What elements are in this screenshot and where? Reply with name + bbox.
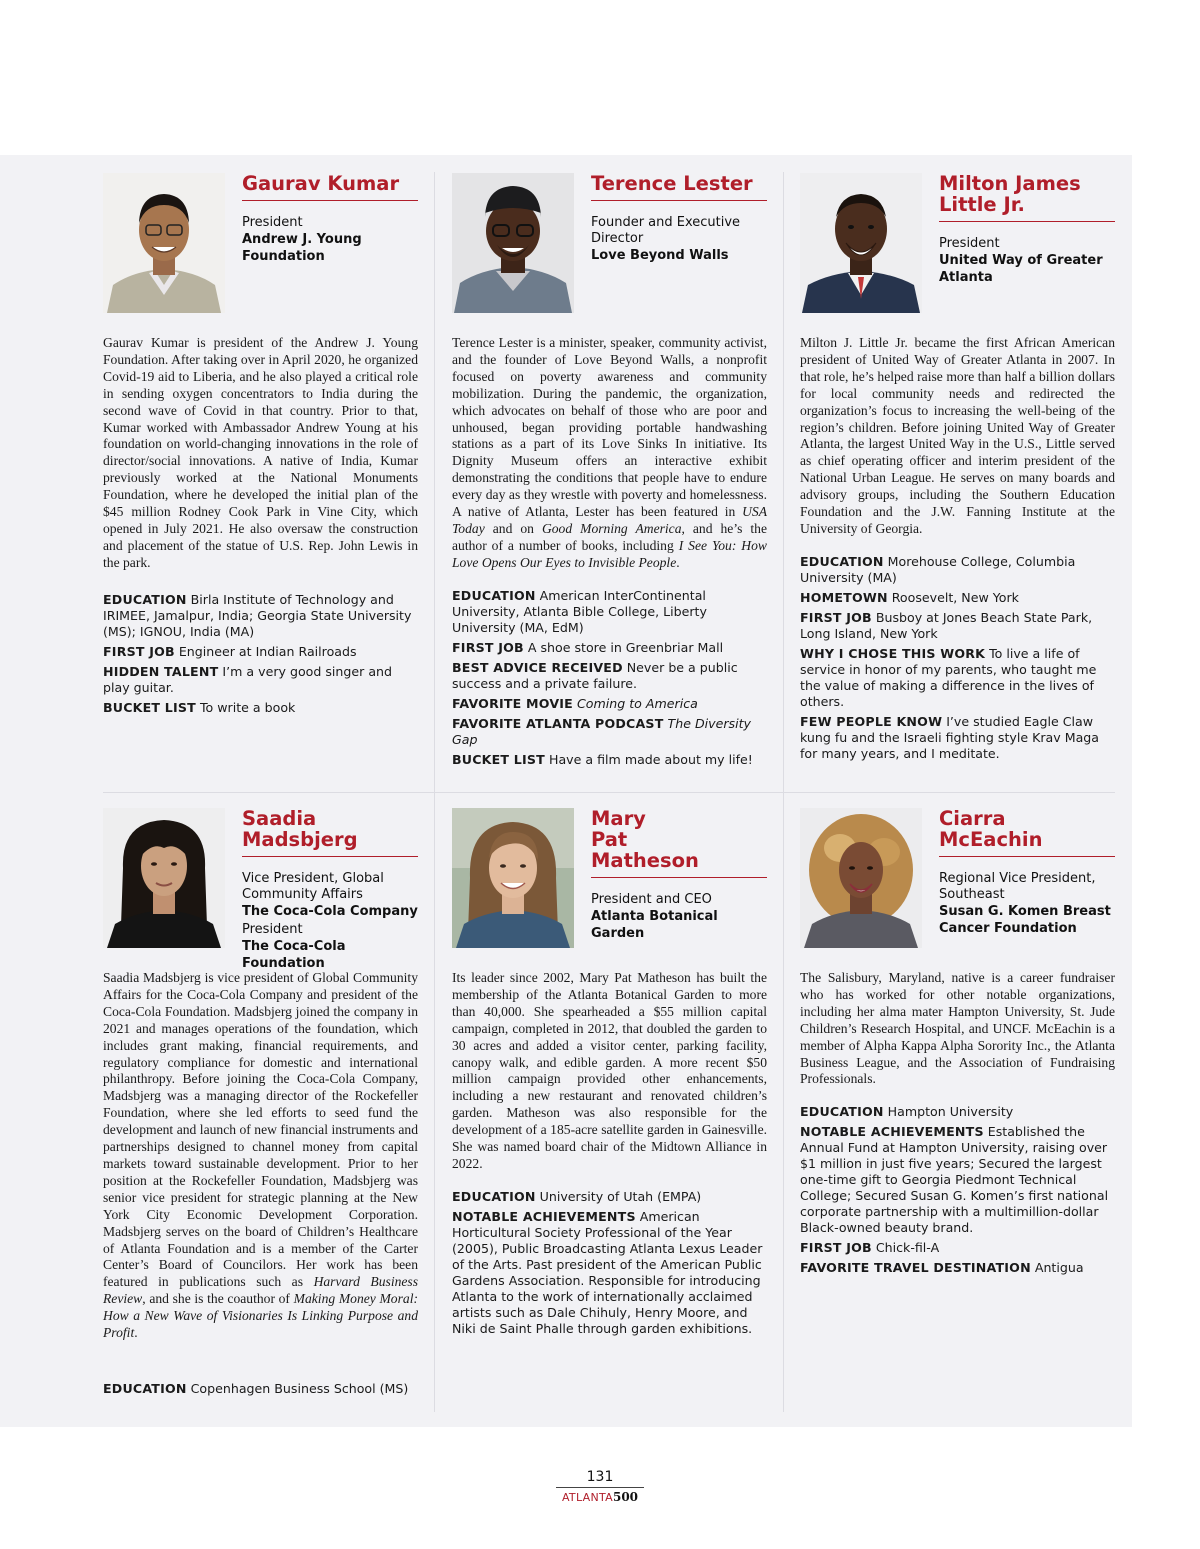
fact-label: FAVORITE TRAVEL DESTINATION bbox=[800, 1260, 1031, 1275]
fact-value: Never be a public success and a private failure. bbox=[452, 660, 738, 691]
fact-label: NOTABLE ACHIEVEMENTS bbox=[452, 1209, 636, 1224]
fact-item bbox=[800, 1240, 1115, 1256]
fact-item bbox=[800, 590, 1115, 606]
fact-item bbox=[800, 1124, 1115, 1236]
bio-text: . bbox=[134, 1325, 138, 1341]
fact-label: EDUCATION bbox=[103, 592, 187, 607]
profile-name: Milton James Little Jr. bbox=[939, 172, 1081, 216]
fact-value: To write a book bbox=[200, 700, 296, 715]
fact-value: Antigua bbox=[1034, 1260, 1084, 1275]
bio-text: Its leader since 2002, Mary Pat Matheson has built the membership of the Atlanta Botanical Garden to more than 40,000. She spearheaded a $55 million capital campaign, completed in 2012, that doubled the garden to 30 acres and added a visitor center, parking facility, canopy walk, and edible garden. A more recent $50 million campaign provided other enhancements, including a new restaurant and renovated children’s garden. Matheson was also responsible for the development of a 185-acre satellite garden in Gainesville. She was named board chair of the Midtown Alliance in 2022. bbox=[452, 970, 767, 1171]
name-rule bbox=[591, 200, 767, 201]
profile-header bbox=[242, 808, 418, 972]
fact-item bbox=[800, 610, 1115, 642]
fact-value: Engineer at Indian Railroads bbox=[178, 644, 357, 659]
name-rule bbox=[939, 221, 1115, 222]
profile-facts bbox=[800, 1104, 1115, 1280]
profile-header bbox=[939, 173, 1115, 286]
portrait-photo bbox=[800, 173, 922, 313]
profile-ciarra-mceachin bbox=[800, 808, 1115, 1308]
role-organization: The Coca-Cola Foundation bbox=[242, 939, 346, 971]
fact-item bbox=[452, 660, 767, 692]
fact-value: Birla Institute of Technology and IRIMEE, Jamalpur, India; Georgia State University (MS); IGNOU, India (MA) bbox=[103, 592, 412, 639]
fact-item bbox=[800, 646, 1115, 710]
profile-facts bbox=[103, 1381, 418, 1401]
fact-label: NOTABLE ACHIEVEMENTS bbox=[800, 1124, 984, 1139]
fact-label: FIRST JOB bbox=[800, 610, 872, 625]
fact-item bbox=[452, 716, 767, 748]
fact-item bbox=[103, 592, 418, 640]
name-rule bbox=[242, 200, 418, 201]
fact-label: HIDDEN TALENT bbox=[103, 664, 219, 679]
fact-label: EDUCATION bbox=[800, 554, 884, 569]
fact-value: Morehouse College, Columbia University (MA) bbox=[800, 554, 1076, 585]
bio-italic: Harvard Business Review bbox=[103, 1274, 419, 1307]
fact-item bbox=[103, 1381, 418, 1397]
role-block bbox=[242, 215, 418, 265]
row-divider bbox=[103, 792, 1115, 793]
role-organization: Andrew J. Young Foundation bbox=[242, 232, 362, 264]
bio-italic: Making Money Moral: How a New Wave of Visionaries Is Linking Purpose and Profit bbox=[103, 1291, 418, 1341]
fact-label: BUCKET LIST bbox=[452, 752, 545, 767]
fact-label: EDUCATION bbox=[452, 588, 536, 603]
role-organization: Atlanta Botanical Garden bbox=[591, 909, 718, 941]
bio-italic: I See You: How Love Opens Our Eyes to Invisible People bbox=[452, 537, 767, 570]
fact-value: I’ve studied Eagle Claw kung fu and the Israeli fighting style Krav Maga for many years, and I meditate. bbox=[800, 714, 1100, 761]
role-block bbox=[939, 871, 1115, 937]
brand-500: 500 bbox=[612, 1490, 639, 1504]
profile-header bbox=[242, 173, 418, 265]
fact-label: FIRST JOB bbox=[103, 644, 175, 659]
role-block bbox=[591, 892, 767, 942]
fact-item bbox=[800, 554, 1115, 586]
fact-item bbox=[800, 1260, 1115, 1276]
role-organization: Susan G. Komen Breast Cancer Foundation bbox=[939, 904, 1111, 936]
fact-item bbox=[103, 700, 418, 716]
fact-item bbox=[452, 1189, 767, 1205]
profile-header bbox=[939, 808, 1115, 937]
fact-value: The Diversity Gap bbox=[452, 716, 751, 747]
fact-value: Roosevelt, New York bbox=[891, 590, 1019, 605]
fact-value: American Horticultural Society Professional of the Year (2005), Public Broadcasting Atlanta Lexus Leader of the Arts. Past president of the American Public Gardens Association. Responsible for introducing Atlanta to the work of internationally acclaimed artists such as Dale Chihuly, Henry Moore, and Niki de Saint Phalle through garden exhibitions. bbox=[452, 1209, 763, 1336]
role-title: President and CEO bbox=[591, 892, 712, 907]
fact-label: BEST ADVICE RECEIVED bbox=[452, 660, 623, 675]
profile-header bbox=[591, 808, 767, 942]
role-organization: Love Beyond Walls bbox=[591, 248, 729, 263]
portrait-photo bbox=[103, 173, 225, 313]
fact-item bbox=[452, 640, 767, 656]
fact-value: Chick-fil-A bbox=[875, 1240, 940, 1255]
fact-label: FAVORITE ATLANTA PODCAST bbox=[452, 716, 664, 731]
fact-label: FAVORITE MOVIE bbox=[452, 696, 573, 711]
profile-bio bbox=[800, 335, 1115, 538]
portrait-mary-pat-matheson-image bbox=[452, 808, 574, 948]
role-title: President bbox=[242, 215, 303, 230]
profile-facts bbox=[452, 1189, 767, 1341]
role-title: Regional Vice President, Southeast bbox=[939, 871, 1096, 902]
fact-label: EDUCATION bbox=[103, 1381, 187, 1396]
profile-terence-lester bbox=[452, 173, 767, 773]
bio-text: , and she is the coauthor of bbox=[142, 1291, 294, 1307]
brand-atlanta: ATLANTA bbox=[561, 1491, 613, 1504]
profile-name: Terence Lester bbox=[591, 172, 753, 195]
fact-label: HOMETOWN bbox=[800, 590, 888, 605]
profile-milton-little bbox=[800, 173, 1115, 773]
fact-item bbox=[103, 664, 418, 696]
role-block bbox=[939, 236, 1115, 286]
fact-item bbox=[452, 696, 767, 712]
bio-text: . bbox=[676, 554, 680, 570]
profile-bio bbox=[452, 970, 767, 1173]
fact-label: BUCKET LIST bbox=[103, 700, 196, 715]
fact-label: WHY I CHOSE THIS WORK bbox=[800, 646, 986, 661]
profile-bio bbox=[800, 970, 1115, 1088]
bio-text: and on bbox=[484, 520, 542, 536]
role-block bbox=[591, 215, 767, 264]
fact-value: Established the Annual Fund at Hampton University, raising over $1 million in just five years; Secured the largest one-time gift to Georgia Piedmont Technical College; Secured Susan G. Komen’s first national corporate partnership with a multimillion-dollar Black-owned beauty brand. bbox=[800, 1124, 1109, 1235]
role-title: President bbox=[242, 922, 303, 937]
role-organization: United Way of Greater Atlanta bbox=[939, 253, 1103, 285]
profile-gaurav-kumar bbox=[103, 173, 418, 733]
role-organization: The Coca-Cola Company bbox=[242, 904, 418, 919]
fact-item bbox=[452, 588, 767, 636]
portrait-photo bbox=[452, 173, 574, 313]
profile-facts bbox=[800, 554, 1115, 766]
fact-item bbox=[800, 714, 1115, 762]
fact-value: University of Utah (EMPA) bbox=[539, 1189, 702, 1204]
role-title: Founder and Executive Director bbox=[591, 215, 741, 246]
fact-value: Hampton University bbox=[887, 1104, 1014, 1119]
bio-text: Terence Lester is a minister, speaker, community activist, and the founder of Love Beyond Walls, a nonprofit focused on poverty awareness and community mobilization. During the pandemic, the organization, which advocates on behalf of those who are poor and unhoused, began providing portable handwashing stations as a part of its Love Sinks In initiative. Its Dignity Museum offers an interactive exhibit demonstrating the conditions that people have to endure every day as they wrestle with poverty and homelessness. A native of Atlanta, Lester has been featured in bbox=[452, 335, 767, 520]
fact-label: FIRST JOB bbox=[452, 640, 524, 655]
profile-name: Mary Pat Matheson bbox=[591, 807, 699, 872]
role-title: Vice President, Global Community Affairs bbox=[242, 871, 384, 902]
name-rule bbox=[591, 877, 767, 878]
name-rule bbox=[939, 856, 1115, 857]
page-number: 131 bbox=[586, 1469, 614, 1485]
role-title: President bbox=[939, 236, 1000, 251]
bio-text: , and he’s the author of a number of books, including bbox=[452, 520, 768, 553]
fact-value: A shoe store in Greenbriar Mall bbox=[527, 640, 724, 655]
profile-header bbox=[591, 173, 767, 264]
bio-text: Milton J. Little Jr. became the first African American president of United Way of Greater Atlanta in 2007. In that role, he’s helped raise more than half a billion dollars for local community needs and redirected the organization’s focus to increasing the well-being of the region’s children. Before joining United Way of Greater Atlanta, the largest United Way in the U.S., Little served as chief operating officer and interim president of the National Urban League. He serves on many boards and advisory groups, including the Southern Education Foundation and the J.W. Fanning Institute at the University of Georgia. bbox=[800, 335, 1115, 536]
fact-value: Busboy at Jones Beach State Park, Long Island, New York bbox=[800, 610, 1093, 641]
fact-label: EDUCATION bbox=[452, 1189, 536, 1204]
fact-value: I’m a very good singer and play guitar. bbox=[103, 664, 393, 695]
footer-rule bbox=[556, 1487, 644, 1488]
bio-italic: USA Today bbox=[452, 504, 767, 536]
profile-facts bbox=[452, 588, 767, 772]
profile-bio bbox=[103, 335, 418, 572]
bio-text: Gaurav Kumar is president of the Andrew J. Young Foundation. After taking over in April 2020, he organized Covid-19 aid to Liberia, and he also played a critical role in sending oxygen concentrators to India during the second wave of Covid in that country. Prior to that, Kumar worked with Ambassador Andrew Young at his foundation on world-changing innovations in the role of director/social innovations. A native of India, Kumar previously worked at the National Monuments Foundation, where he developed the initial plan of the $45 million Rodney Cook Park in Vine City, which opened in July 2021. He also oversaw the construction and placement of the statue of U.S. Rep. John Lewis in the park. bbox=[103, 335, 418, 570]
fact-item bbox=[800, 1104, 1115, 1120]
fact-label: EDUCATION bbox=[800, 1104, 884, 1119]
portrait-gaurav-kumar-image bbox=[103, 173, 225, 313]
portrait-photo bbox=[800, 808, 922, 948]
profile-name: Ciarra McEachin bbox=[939, 807, 1043, 851]
fact-label: FEW PEOPLE KNOW bbox=[800, 714, 943, 729]
role-block bbox=[242, 871, 418, 972]
fact-value: Have a film made about my life! bbox=[549, 752, 753, 767]
fact-label: FIRST JOB bbox=[800, 1240, 872, 1255]
fact-item bbox=[452, 752, 767, 768]
portrait-milton-little-image bbox=[800, 173, 922, 313]
profile-facts bbox=[103, 592, 418, 720]
fact-item bbox=[452, 1209, 767, 1337]
fact-value: To live a life of service in honor of my parents, who taught me the value of making a difference in the lives of others. bbox=[800, 646, 1097, 709]
profile-saadia-madsbjerg bbox=[103, 808, 418, 1408]
portrait-ciarra-mceachin-image bbox=[800, 808, 922, 948]
fact-value: Copenhagen Business School (MS) bbox=[190, 1381, 409, 1396]
portrait-photo bbox=[452, 808, 574, 948]
bio-italic: Good Morning America bbox=[541, 520, 682, 536]
profile-bio bbox=[452, 335, 767, 572]
portrait-terence-lester-image bbox=[452, 173, 574, 313]
fact-value: American InterContinental University, Atlanta Bible College, Liberty University (MA, EdM) bbox=[452, 588, 707, 635]
profile-name: Saadia Madsbjerg bbox=[242, 807, 358, 851]
portrait-photo bbox=[103, 808, 225, 948]
bio-text: Saadia Madsbjerg is vice president of Global Community Affairs for the Coca-Cola Company and president of the Coca-Cola Foundation. Madsbjerg joined the company in 2021 and manages operations of the foundation, which includes grant making, financial requirements, and regulatory compliance for domestic and international philanthropy. Before joining the Coca-Cola Company, Madsbjerg was a managing director of the Rockefeller Foundation, where she led efforts to seed fund the development and launch of new financial instruments and partnerships designed to channel money from capital markets toward sustainable development. Prior to her position at the Rockefeller Foundation, Madsbjerg was senior vice president for strategic planning at the New York City Economic Development Corporation. Madsbjerg serves on the board of Children’s Healthcare of Atlanta Foundation and is a member of the Carter Center’s Board of Councilors. Her work has been featured in publications such as bbox=[103, 970, 418, 1290]
page-footer bbox=[556, 1468, 644, 1505]
profile-bio bbox=[103, 970, 418, 1342]
fact-item bbox=[103, 644, 418, 660]
name-rule bbox=[242, 856, 418, 857]
publication-brand bbox=[556, 1490, 644, 1505]
profile-name: Gaurav Kumar bbox=[242, 172, 400, 195]
profile-mary-pat-matheson bbox=[452, 808, 767, 1368]
fact-value: Coming to America bbox=[577, 696, 698, 711]
bio-text: The Salisbury, Maryland, native is a career fundraiser who has worked for other notable organizations, including her alma mater Hampton University, St. Jude Children’s Research Hospital, and UNCF. McEachin is a member of Alpha Kappa Alpha Sorority Inc., the Atlanta Business League, and the Association of Fundraising Professionals. bbox=[800, 970, 1115, 1087]
portrait-saadia-madsbjerg-image bbox=[103, 808, 225, 948]
